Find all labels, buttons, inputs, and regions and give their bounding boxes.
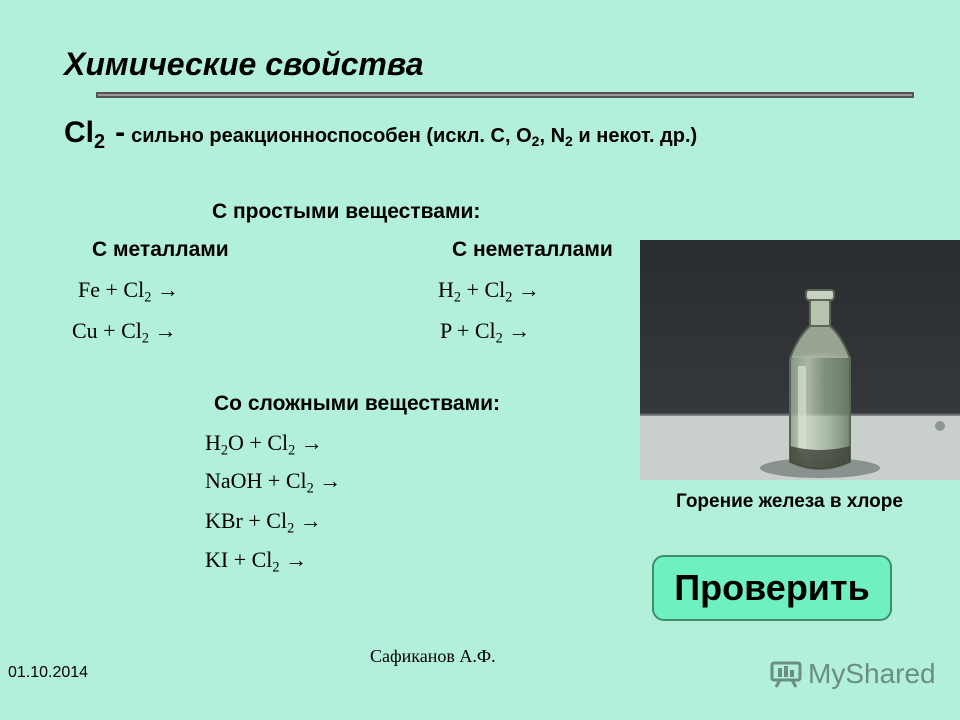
title-divider (96, 92, 914, 98)
chlorine-formula: $Cl_2$ (64, 116, 106, 153)
nonmetals-heading: С неметаллами (452, 238, 613, 261)
intro-dash: - (115, 116, 126, 149)
metals-heading: С металлами (92, 238, 229, 261)
intro-description: сильно реакционноспособен (искл. C, $O_2$, $N_2$ и некот. др.) (131, 125, 698, 150)
equation-h2o-cl2: $H_2O + Cl_2$ → (205, 430, 323, 459)
footer-author: Сафиканов А.Ф. (370, 646, 496, 666)
equation-cu-cl2: $Cu + Cl_2$ → (72, 318, 177, 347)
check-button[interactable]: Проверить (652, 555, 892, 621)
equation-p-cl2: $P + Cl_2$ → (440, 318, 531, 347)
equation-h2-cl2: $H_2 + Cl_2$ → (438, 277, 540, 306)
equation-kbr-cl2: KBr + $Cl_2$ → (205, 508, 322, 537)
simple-substances-heading: С простыми веществами: (212, 200, 481, 223)
logo-text: MyShared (808, 658, 936, 689)
chlorine-intro (64, 116, 697, 154)
iron-burning-photo (640, 240, 960, 480)
equation-fe-cl2: $Fe + Cl_2$ → (78, 277, 179, 306)
slide-title: Химические свойства (64, 46, 424, 82)
complex-substances-heading: Со сложными веществами: (214, 392, 501, 415)
equation-naoh-cl2: NaOH + $Cl_2$ → (205, 468, 342, 497)
photo-caption: Горение железа в хлоре (676, 491, 903, 512)
chlorine-jar-illustration (640, 240, 960, 480)
presentation-board-icon (770, 660, 802, 688)
equation-ki-cl2: KI + $Cl_2$ → (205, 547, 308, 576)
myshared-logo (770, 658, 936, 690)
footer-date: 01.10.2014 (8, 664, 89, 681)
